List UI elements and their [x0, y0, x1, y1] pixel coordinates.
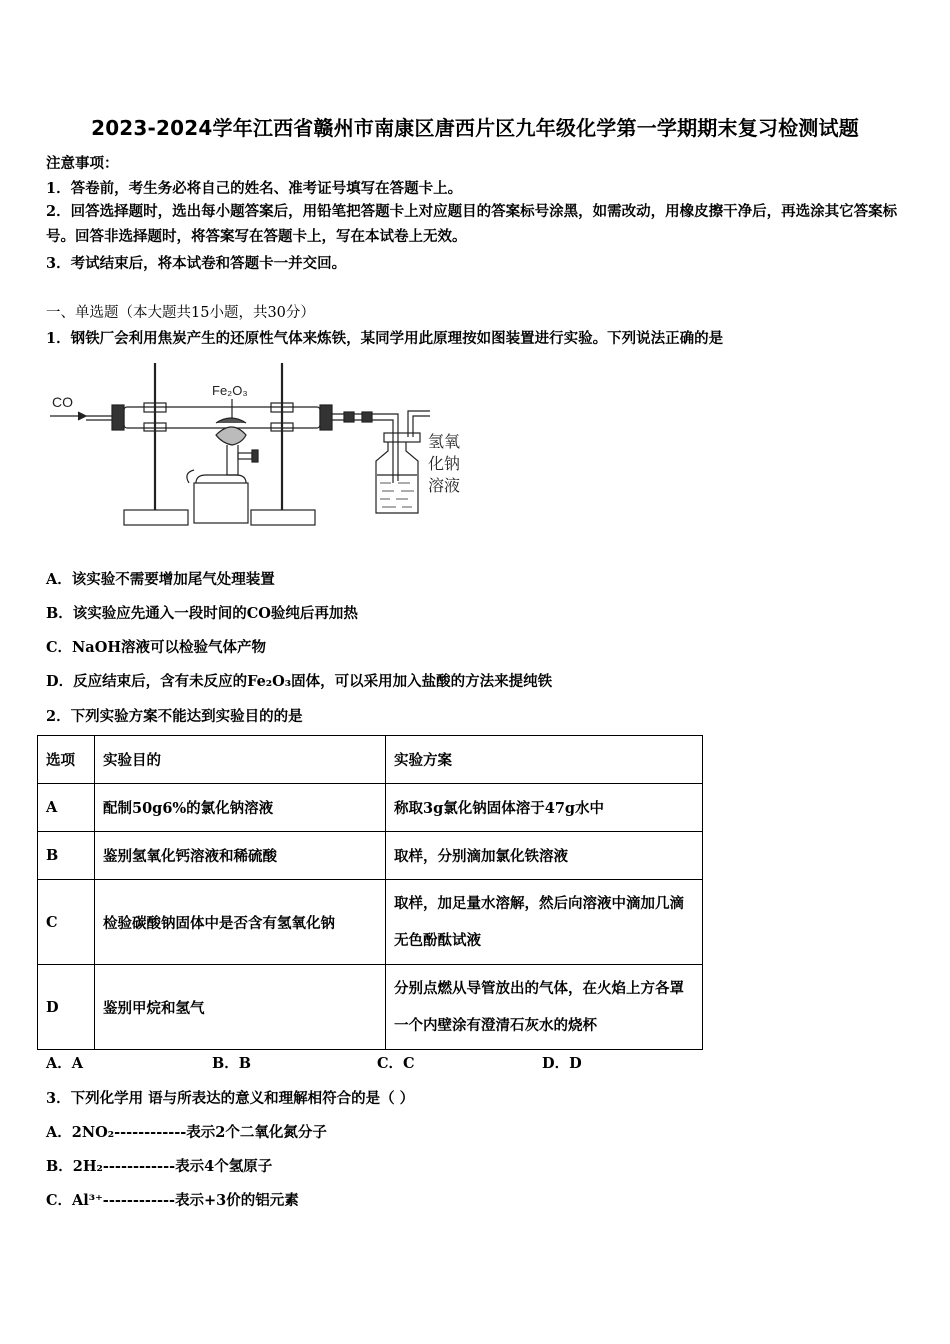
- q2-choice-d: D．D: [542, 1055, 582, 1072]
- row-b-purpose: 鉴别氢氧化钙溶液和稀硫酸: [95, 832, 386, 880]
- burner-base: [194, 483, 248, 523]
- right-stand-base: [251, 510, 315, 525]
- co-label: CO: [52, 394, 73, 410]
- header-option: 选项: [38, 736, 95, 784]
- q2-choice-c: C．C: [377, 1055, 415, 1072]
- q2-table: [37, 735, 703, 1050]
- q1-option-d: D．反应结束后，含有未反应的Fe₂O₃固体，可以采用加入盐酸的方法来提纯铁: [46, 673, 553, 690]
- liquid-lines: [380, 483, 414, 507]
- question-3-stem: 3．下列化学用 语与所表达的意义和理解相符合的是（ ）: [46, 1090, 415, 1107]
- table-row: [38, 784, 703, 832]
- notice-item-3: 3．考试结束后，将本试卷和答题卡一并交回。: [46, 255, 347, 272]
- q2-choice-a: A．A: [46, 1055, 84, 1072]
- outlet-pipe: [332, 414, 384, 420]
- row-d-purpose: 鉴别甲烷和氢气: [95, 965, 386, 1050]
- row-a-option: A: [38, 784, 95, 832]
- table-row: [38, 965, 703, 1050]
- row-a-scheme: 称取3g氯化钠固体溶于47g水中: [386, 784, 703, 832]
- outlet-joint-1: [344, 412, 354, 422]
- q3-option-c: C．Al³⁺------------表示+3价的铝元素: [46, 1192, 299, 1209]
- burner-knob: [252, 450, 258, 462]
- solution-label-1: 氢氧: [428, 434, 461, 451]
- fe2o3-label: Fe₂O₃: [212, 383, 248, 398]
- left-stopper: [112, 405, 124, 430]
- header-scheme: 实验方案: [386, 736, 703, 784]
- outlet-joint-2: [362, 412, 372, 422]
- q3-option-a: A．2NO₂------------表示2个二氧化氮分子: [46, 1124, 327, 1141]
- row-b-option: B: [38, 832, 95, 880]
- flame-mesh: [216, 427, 246, 445]
- bottle-stopper: [384, 433, 420, 442]
- notice-item-2: 2．回答选择题时，选出每小题答案后，用铅笔把答题卡上对应题目的答案标号涂黑，如需改动，用橡皮擦干净后，再选涂其它答案标号。回答非选择题时，将答案写在答题卡上，写在本试卷上无效。: [46, 203, 898, 245]
- section-heading: 一、单选题（本大题共15小题，共30分）: [46, 305, 315, 321]
- notice-heading: 注意事项：: [46, 155, 119, 172]
- burner-tube: [227, 445, 238, 475]
- solution-label-2: 化钠: [428, 456, 461, 473]
- question-1-stem: 1．钢铁厂会利用焦炭产生的还原性气体来炼铁，某同学用此原理按如图装置进行实验。下列说法正确的是: [46, 330, 724, 347]
- fe2o3-powder: [216, 418, 246, 423]
- inlet-pipe: [86, 416, 112, 420]
- table-header-row: [38, 736, 703, 784]
- table-row: [38, 880, 703, 965]
- burner-top: [196, 475, 246, 483]
- q1-option-a: A．该实验不需要增加尾气处理装置: [46, 571, 275, 588]
- q1-option-c: C．NaOH溶液可以检验气体产物: [46, 639, 267, 656]
- inlet-arrow-head: [78, 412, 86, 420]
- row-c-option: C: [38, 880, 95, 965]
- gas-hose: [187, 470, 194, 483]
- row-a-purpose: 配制50g6%的氯化钠溶液: [95, 784, 386, 832]
- burner-valve: [238, 453, 252, 459]
- question-2-stem: 2．下列实验方案不能达到实验目的的是: [46, 708, 303, 725]
- row-d-scheme: 分别点燃从导管放出的气体，在火焰上方各罩一个内壁涂有澄清石灰水的烧杯: [386, 965, 703, 1050]
- row-b-scheme: 取样，分别滴加氯化铁溶液: [386, 832, 703, 880]
- q3-option-b: B．2H₂------------表示4个氢原子: [46, 1158, 273, 1175]
- row-c-purpose: 检验碳酸钠固体中是否含有氢氧化钠: [95, 880, 386, 965]
- bottle-body: [376, 442, 418, 513]
- notice-item-1: 1．答卷前，考生务必将自己的姓名、准考证号填写在答题卡上。: [46, 180, 463, 197]
- right-stopper: [320, 405, 332, 430]
- header-purpose: 实验目的: [95, 736, 386, 784]
- reaction-tube: [124, 407, 320, 428]
- solution-label-3: 溶液: [428, 478, 461, 495]
- page-title: 2023-2024学年江西省赣州市南康区唐西片区九年级化学第一学期期末复习检测试题: [91, 116, 859, 140]
- row-c-scheme: 取样，加足量水溶解，然后向溶液中滴加几滴无色酚酞试液: [386, 880, 703, 965]
- q1-option-b: B．该实验应先通入一段时间的CO验纯后再加热: [46, 605, 358, 622]
- table-row: [38, 832, 703, 880]
- apparatus-diagram: [46, 355, 476, 535]
- q2-choice-b: B．B: [212, 1055, 252, 1072]
- row-d-option: D: [38, 965, 95, 1050]
- inlet-down-tube: [384, 414, 398, 483]
- left-stand-base: [124, 510, 188, 525]
